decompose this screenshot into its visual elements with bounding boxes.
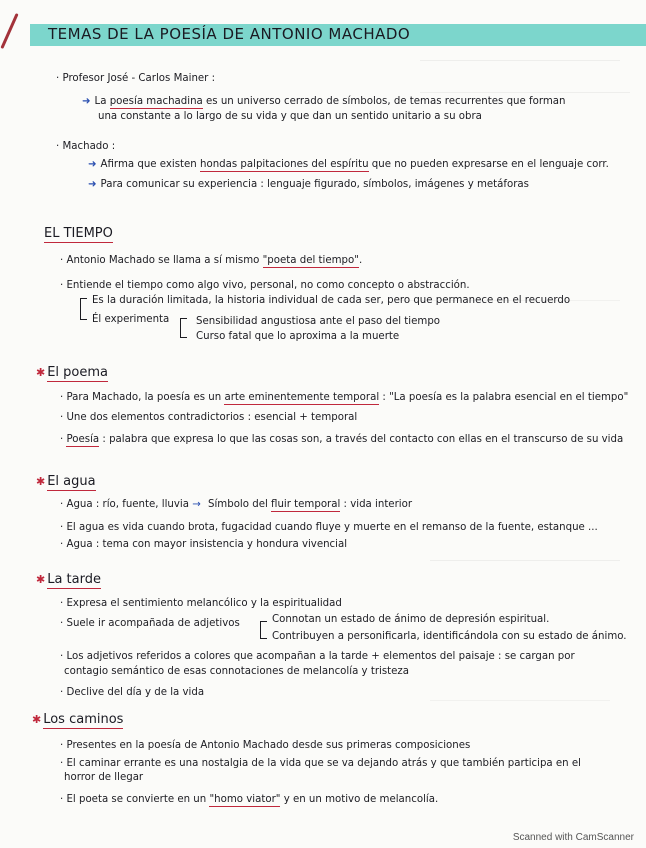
tarde-line-1: · Expresa el sentimiento melancólico y la espiritualidad — [60, 598, 342, 609]
arrow-right-icon: ➜ — [88, 159, 97, 170]
caminos-line-3: · El poeta se convierte en un "homo viator" y en un motivo de melancolía. — [60, 794, 439, 805]
arrow-right-icon: ➜ — [88, 179, 97, 190]
highlight-hondas-palpitaciones: hondas palpitaciones del espíritu — [200, 159, 369, 170]
tarde-line-3: · Los adjetivos referidos a colores que acompañan a la tarde + elementos del paisaje : se cargan por — [60, 651, 575, 662]
caminos-line-2: · El caminar errante es una nostalgia de la vida que se va dejando atrás y que también participa en el — [60, 758, 581, 769]
poema-line-2: · Une dos elementos contradictorios : esencial + temporal — [60, 412, 358, 423]
agua-line-1: · Agua : río, fuente, lluvia → Símbolo del fluir temporal : vida interior — [60, 499, 413, 510]
agua-line-2: · El agua es vida cuando brota, fugacidad cuando fluye y muerte en el remanso de la fuente, estanque ... — [60, 522, 598, 533]
professor-point-line2: una constante a lo largo de su vida y que dan un sentido unitario a su obra — [98, 111, 482, 122]
highlight-arte-temporal: arte eminentemente temporal — [224, 392, 380, 403]
highlight-poeta-del-tiempo: "poeta del tiempo" — [262, 255, 359, 266]
highlight-homo-viator: "homo viator" — [209, 794, 281, 805]
caminos-line-1: · Presentes en la poesía de Antonio Machado desde sus primeras composiciones — [60, 740, 471, 751]
tiempo-sub-2b: Curso fatal que lo aproxima a la muerte — [196, 331, 400, 342]
section-heading-caminos: ✱ Los caminos — [32, 712, 124, 727]
agua-line-3: · Agua : tema con mayor insistencia y hondura vivencial — [60, 539, 348, 550]
poema-line-1: · Para Machado, la poesía es un arte eminentemente temporal : "La poesía es la palabra esencial en el tiempo" — [60, 392, 629, 403]
margin-slash-mark — [0, 13, 18, 49]
bracket-mark — [180, 318, 187, 338]
section-heading-agua: ✱ El agua — [36, 474, 96, 489]
tarde-line-2b: Contribuyen a personificarla, identificándola con su estado de ánimo. — [272, 631, 627, 642]
bracket-mark — [80, 298, 87, 320]
highlight-fluir-temporal: fluir temporal — [271, 499, 341, 510]
section-heading-tiempo: EL TIEMPO — [44, 226, 113, 241]
machado-label: · Machado : — [56, 141, 116, 152]
scanner-watermark: Scanned with CamScanner — [512, 832, 634, 843]
highlight-poesia-machadina: poesía machadina — [109, 96, 203, 107]
section-heading-tarde: ✱ La tarde — [36, 572, 101, 587]
machado-point-1: ➜ Afirma que existen hondas palpitaciones del espíritu que no pueden expresarse en el lenguaje corr. — [88, 159, 609, 170]
bracket-mark — [260, 621, 267, 639]
machado-point-2: ➜ Para comunicar su experiencia : lenguaje figurado, símbolos, imágenes y metáforas — [88, 179, 529, 190]
arrow-right-icon: ➜ — [82, 96, 91, 107]
tiempo-sub-2a: Sensibilidad angustiosa ante el paso del tiempo — [196, 316, 441, 327]
tiempo-sub-1: Es la duración limitada, la historia individual de cada ser, pero que permanece en el recuerdo — [92, 295, 571, 306]
caminos-line-2b: horror de llegar — [64, 772, 144, 783]
page-title: TEMAS DE LA POESÍA DE ANTONIO MACHADO — [48, 25, 411, 43]
tiempo-line-2: · Entiende el tiempo como algo vivo, personal, no como concepto o abstracción. — [60, 280, 470, 291]
tarde-line-2a: Connotan un estado de ánimo de depresión espiritual. — [272, 614, 550, 625]
arrow-right-icon: → — [192, 499, 201, 510]
star-icon: ✱ — [36, 475, 46, 488]
star-icon: ✱ — [32, 713, 42, 726]
poema-line-3: · Poesía : palabra que expresa lo que las cosas son, a través del contacto con ellas en el transcurso de su vida — [60, 434, 624, 445]
tarde-line-2-lead: · Suele ir acompañada de adjetivos — [60, 618, 240, 629]
section-heading-poema: ✱ El poema — [36, 365, 109, 380]
star-icon: ✱ — [36, 366, 46, 379]
tarde-line-4: · Declive del día y de la vida — [60, 687, 205, 698]
tarde-line-3b: contagio semántico de esas connotaciones de melancolía y tristeza — [64, 666, 409, 677]
star-icon: ✱ — [36, 573, 46, 586]
tiempo-line-1: · Antonio Machado se llama a sí mismo "poeta del tiempo". — [60, 255, 363, 266]
professor-label: · Profesor José - Carlos Mainer : — [56, 73, 216, 84]
professor-point: ➜ La poesía machadina es un universo cerrado de símbolos, de temas recurrentes que forman — [82, 96, 566, 107]
tiempo-sub-2-lead: Él experimenta — [92, 314, 170, 325]
highlight-poesia: Poesía — [66, 434, 100, 445]
